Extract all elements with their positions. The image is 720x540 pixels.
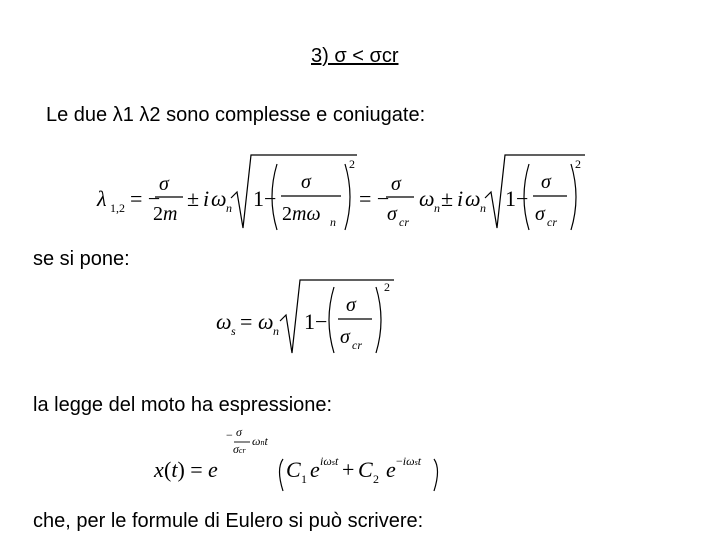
motion-law-equation [152,425,452,497]
svg-text:2: 2 [373,472,379,486]
svg-text:2: 2 [349,157,355,171]
svg-text:(t) =: (t) = [164,457,203,482]
svg-text:−: − [226,428,233,442]
svg-text:ωnt: ωnt [252,434,268,448]
statement-definition: se si pone: [33,248,130,270]
svg-text:1−: 1− [304,309,328,334]
svg-text:i: i [203,186,210,211]
svg-text:s: s [231,324,236,338]
svg-text:ω: ω [216,309,232,334]
svg-text:ω: ω [258,309,274,334]
eigenvalue-equation [95,150,595,235]
svg-text:cr: cr [352,338,362,352]
svg-text:σ: σ [541,171,551,193]
svg-text:2: 2 [575,157,581,171]
svg-text:σ: σ [346,294,356,316]
svg-text:σ: σ [535,203,545,225]
svg-text:ω: ω [465,186,481,211]
statement-complex-roots: Le due λ1 λ2 sono complesse e coniugate: [46,104,426,126]
svg-text:1,2: 1,2 [110,201,125,215]
svg-text:σ: σ [340,326,350,348]
svg-text:σ: σ [236,425,242,439]
svg-text:1−: 1− [505,186,529,211]
damped-frequency-equation [214,275,404,360]
svg-text:cr: cr [547,215,557,229]
svg-text:ω: ω [211,186,227,211]
svg-text:σ: σ [387,203,397,225]
svg-text:+: + [342,457,355,482]
svg-text:ω: ω [419,186,435,211]
svg-text:±: ± [441,186,454,211]
svg-text:e: e [208,457,218,482]
svg-text:=: = [240,309,253,334]
slide-title: 3) σ < σcr [311,45,399,67]
svg-text:i: i [457,186,464,211]
svg-text:−iωst: −iωst [396,454,422,468]
svg-text:= −: = − [359,186,390,211]
svg-text:σ: σ [301,171,311,193]
svg-text:e: e [310,457,320,482]
svg-text:2m: 2m [153,203,178,225]
svg-text:cr: cr [399,215,409,229]
svg-text:n: n [434,201,440,215]
svg-text:C: C [358,457,373,482]
svg-text:λ: λ [97,186,107,211]
svg-text:n: n [273,324,279,338]
svg-text:n: n [226,201,232,215]
svg-text:2: 2 [384,280,390,294]
svg-text:1−: 1− [253,186,277,211]
svg-text:2mω: 2mω [282,203,321,225]
statement-motion-law: la legge del moto ha espressione: [33,394,333,416]
svg-text:±: ± [187,186,200,211]
svg-text:= −: = − [130,186,161,211]
svg-text:σ: σ [391,173,401,195]
svg-text:σ: σ [159,173,169,195]
svg-text:1: 1 [301,472,307,486]
statement-euler-formula: che, per le formule di Eulero si può scrivere: [33,510,424,532]
svg-text:n: n [330,215,336,229]
svg-text:iωst: iωst [320,454,339,468]
svg-text:n: n [480,201,486,215]
svg-text:x: x [154,457,164,482]
svg-text:e: e [386,457,396,482]
svg-text:C: C [286,457,301,482]
svg-text:σcr: σcr [233,442,246,456]
